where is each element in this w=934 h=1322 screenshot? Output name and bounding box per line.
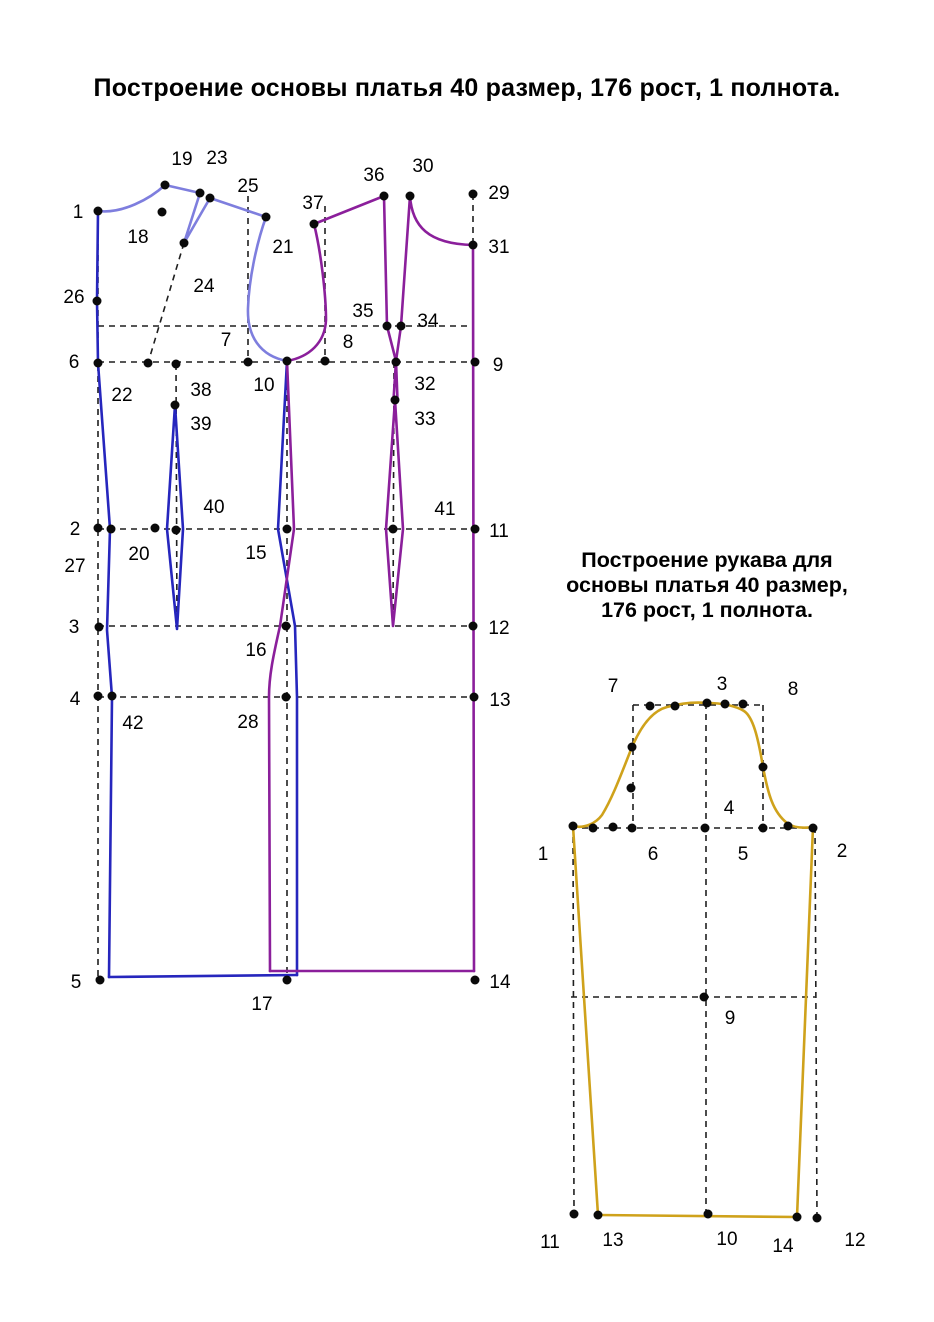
body-construction-point <box>469 622 478 631</box>
body-construction-point <box>283 525 292 534</box>
body-construction-point <box>397 322 406 331</box>
body-point-label-1: 1 <box>72 202 84 223</box>
body-construction-point <box>172 526 181 535</box>
body-point-label-33: 33 <box>414 409 436 430</box>
body-construction-point <box>171 401 180 410</box>
sleeve-point-label-13: 13 <box>602 1230 624 1251</box>
body-point-label-25: 25 <box>237 176 259 197</box>
body-point-label-29: 29 <box>488 183 510 204</box>
body-point-label-41: 41 <box>434 499 456 520</box>
sleeve-construction-point <box>569 822 578 831</box>
body-front-hem <box>109 975 297 977</box>
body-point-label-12: 12 <box>488 618 510 639</box>
body-construction-point <box>392 358 401 367</box>
body-construction-point <box>283 976 292 985</box>
body-front-shoulder-seg1 <box>165 185 200 193</box>
sleeve-point-label-14: 14 <box>772 1236 794 1257</box>
body-construction-point <box>180 239 189 248</box>
sleeve-construction-point <box>594 1211 603 1220</box>
sleeve-construction-point <box>589 824 598 833</box>
body-point-label-34: 34 <box>417 311 439 332</box>
body-point-label-17: 17 <box>251 994 273 1015</box>
sleeve-sleeve-cap-curve <box>573 703 813 828</box>
body-point-label-42: 42 <box>122 713 144 734</box>
sleeve-construction-point <box>704 1210 713 1219</box>
sleeve-construction-point <box>759 763 768 772</box>
sleeve-construction-point <box>809 824 818 833</box>
body-point-label-35: 35 <box>352 301 374 322</box>
body-point-label-40: 40 <box>203 497 225 518</box>
sleeve-point-label-11: 11 <box>540 1232 560 1253</box>
body-construction-point <box>391 396 400 405</box>
body-construction-point <box>96 976 105 985</box>
sleeve-sleeve-right-seam <box>797 827 813 1217</box>
sleeve-point-label-4: 4 <box>723 798 735 819</box>
body-point-label-6: 6 <box>68 352 80 373</box>
body-point-label-2: 2 <box>69 519 81 540</box>
body-construction-point <box>94 692 103 701</box>
body-point-label-30: 30 <box>412 156 434 177</box>
sleeve-sleeve-right-guide <box>815 827 817 1218</box>
sleeve-point-label-6: 6 <box>647 844 659 865</box>
body-point-label-21: 21 <box>272 237 294 258</box>
body-front-neckline <box>98 185 165 211</box>
body-construction-point <box>282 693 291 702</box>
sleeve-construction-point <box>813 1214 822 1223</box>
body-point-label-37: 37 <box>302 193 324 214</box>
body-point-label-32: 32 <box>414 374 436 395</box>
sleeve-construction-point <box>700 993 709 1002</box>
body-point-label-10: 10 <box>253 375 275 396</box>
body-construction-point <box>196 189 205 198</box>
sleeve-pattern-group <box>538 674 866 1257</box>
body-construction-point <box>262 213 271 222</box>
sleeve-construction-point <box>671 702 680 711</box>
sleeve-point-label-2: 2 <box>836 841 848 862</box>
body-construction-point <box>471 976 480 985</box>
body-construction-point <box>94 207 103 216</box>
body-point-label-27: 27 <box>64 556 86 577</box>
body-construction-point <box>93 297 102 306</box>
body-point-label-38: 38 <box>190 380 212 401</box>
sleeve-point-label-8: 8 <box>787 679 799 700</box>
body-back-shoulder-dart-leg1 <box>384 196 396 361</box>
body-back-center-edge <box>473 245 474 971</box>
body-construction-point <box>158 208 167 217</box>
body-construction-point <box>380 192 389 201</box>
sleeve-point-label-9: 9 <box>724 1008 736 1029</box>
body-point-label-26: 26 <box>63 287 85 308</box>
sleeve-construction-point <box>703 699 712 708</box>
sleeve-sleeve-hem <box>598 1215 797 1217</box>
body-front-shoulder-dart <box>184 193 210 243</box>
body-front-shoulder-seg2 <box>210 198 266 217</box>
sleeve-point-label-7: 7 <box>607 676 619 697</box>
body-point-label-19: 19 <box>171 149 193 170</box>
body-point-label-4: 4 <box>69 689 81 710</box>
body-back-neckline <box>410 196 473 245</box>
body-construction-point <box>283 357 292 366</box>
sleeve-sleeve-left-guide <box>573 826 574 1214</box>
body-construction-point <box>107 525 116 534</box>
body-construction-point <box>406 192 415 201</box>
body-point-label-14: 14 <box>489 972 511 993</box>
body-point-label-7: 7 <box>220 330 232 351</box>
body-construction-point <box>144 359 153 368</box>
body-construction-point <box>310 220 319 229</box>
body-point-label-11: 11 <box>489 521 509 542</box>
body-point-label-24: 24 <box>193 276 215 297</box>
body-construction-point <box>469 190 478 199</box>
body-point-label-20: 20 <box>128 544 150 565</box>
sleeve-title-line-1: Построение рукава для <box>581 548 833 572</box>
sleeve-construction-point <box>570 1210 579 1219</box>
sleeve-construction-point <box>739 700 748 709</box>
sleeve-construction-point <box>793 1213 802 1222</box>
sleeve-point-label-5: 5 <box>737 844 749 865</box>
body-point-label-39: 39 <box>190 414 212 435</box>
body-construction-point <box>206 194 215 203</box>
body-construction-point <box>108 692 117 701</box>
body-construction-point <box>94 524 103 533</box>
body-pattern-title: Построение основы платья 40 размер, 176 рост, 1 полнота. <box>93 74 841 102</box>
body-construction-point <box>282 622 291 631</box>
body-front-center-edge <box>97 211 98 363</box>
body-point-label-31: 31 <box>488 237 510 258</box>
body-construction-point <box>151 524 160 533</box>
body-construction-point <box>470 693 479 702</box>
body-point-label-8: 8 <box>342 332 354 353</box>
body-front-waist-dart <box>167 405 183 629</box>
body-point-label-18: 18 <box>127 227 149 248</box>
body-construction-point <box>321 357 330 366</box>
body-point-label-23: 23 <box>206 148 228 169</box>
body-point-label-3: 3 <box>68 617 80 638</box>
body-shoulder-dart-diagonal <box>148 243 184 363</box>
body-point-label-9: 9 <box>492 355 504 376</box>
sleeve-point-label-12: 12 <box>844 1230 866 1251</box>
body-back-shoulder-dart-leg2 <box>396 196 410 361</box>
body-pattern-group <box>63 148 511 1015</box>
body-front-center-lower <box>98 363 112 977</box>
sleeve-point-label-1: 1 <box>537 844 549 865</box>
sleeve-title-line-2: основы платья 40 размер, <box>566 573 848 597</box>
sleeve-construction-point <box>721 700 730 709</box>
body-construction-point <box>95 623 104 632</box>
body-construction-point <box>471 358 480 367</box>
sleeve-construction-point <box>701 824 710 833</box>
sleeve-construction-point <box>784 822 793 831</box>
sleeve-construction-point <box>759 824 768 833</box>
body-construction-point <box>469 241 478 250</box>
body-point-label-5: 5 <box>70 972 82 993</box>
sleeve-construction-point <box>627 784 636 793</box>
body-point-label-13: 13 <box>489 690 511 711</box>
body-construction-point <box>161 181 170 190</box>
body-construction-point <box>94 359 103 368</box>
body-construction-point <box>389 525 398 534</box>
body-construction-point <box>471 525 480 534</box>
body-point-label-36: 36 <box>363 165 385 186</box>
body-construction-point <box>383 322 392 331</box>
sleeve-point-label-10: 10 <box>716 1229 738 1250</box>
sleeve-point-label-3: 3 <box>716 674 728 695</box>
body-construction-point <box>172 360 181 369</box>
sleeve-construction-point <box>628 743 637 752</box>
sleeve-construction-point <box>628 824 637 833</box>
body-point-label-15: 15 <box>245 543 267 564</box>
body-construction-point <box>244 358 253 367</box>
body-point-label-16: 16 <box>245 640 267 661</box>
body-point-label-28: 28 <box>237 712 259 733</box>
sleeve-sleeve-left-seam <box>573 826 598 1215</box>
sleeve-title-line-3: 176 рост, 1 полнота. <box>601 598 813 622</box>
sleeve-construction-point <box>609 823 618 832</box>
body-point-label-22: 22 <box>111 385 133 406</box>
sleeve-construction-point <box>646 702 655 711</box>
